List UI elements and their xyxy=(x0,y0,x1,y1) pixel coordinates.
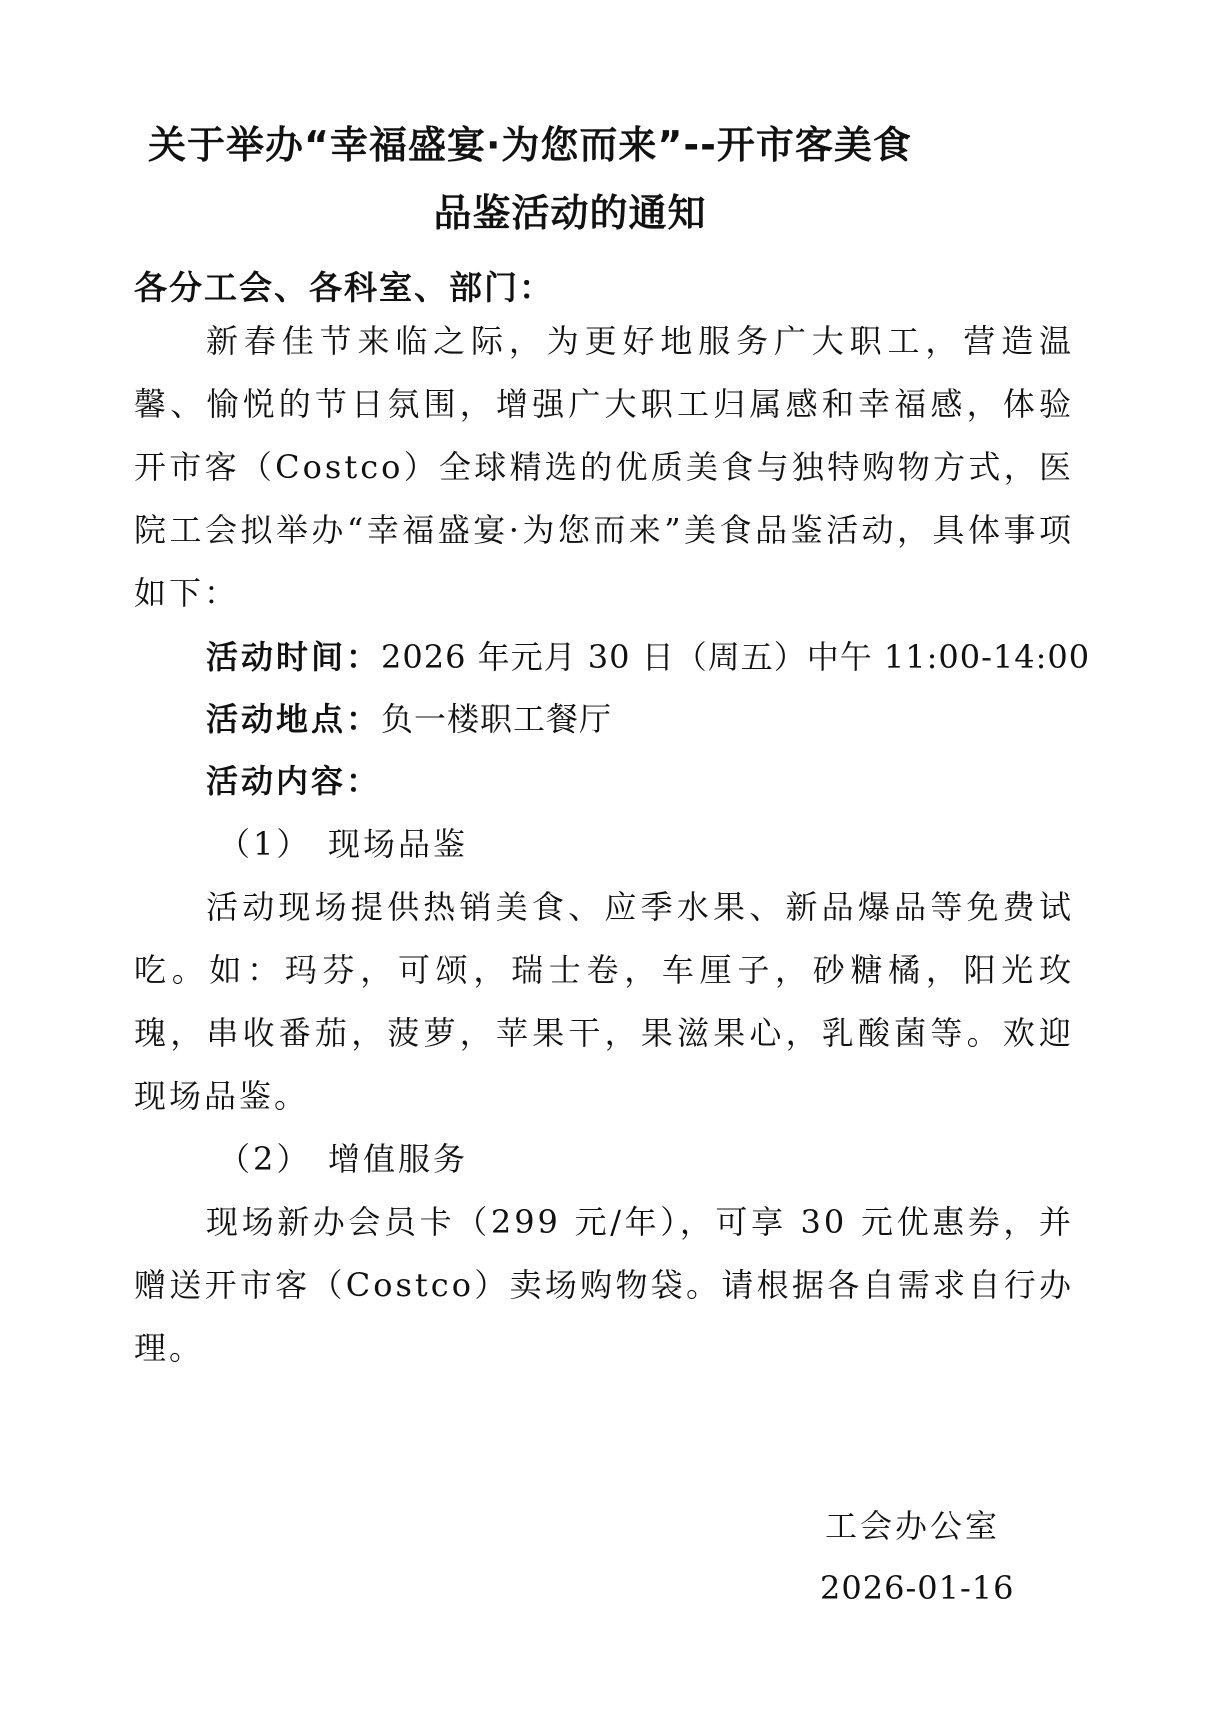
event-time-value: 2026 年元月 30 日（周五）中午 11:00-14:00 xyxy=(381,638,1091,676)
event-place-label: 活动地点： xyxy=(206,700,382,738)
title-line-2: 品鉴活动的通知 xyxy=(433,191,707,235)
section-1-body: 活动现场提供热销美食、应季水果、新品爆品等免费试吃。如：玛芬，可颂，瑞士卷，车厘子，砂糖橘，阳光玫瑰，串收番茄，菠萝，苹果干，果滋果心，乳酸菌等。欢迎现场品鉴。 xyxy=(134,888,1074,1115)
salutation: 各分工会、各科室、部门： xyxy=(134,268,554,307)
event-content-label: 活动内容： xyxy=(206,762,382,800)
section-1-title: 现场品鉴 xyxy=(328,825,469,863)
signature-date: 2026-01-16 xyxy=(820,1569,1015,1607)
event-place-value: 负一楼职工餐厅 xyxy=(381,700,613,738)
section-2-body: 现场新办会员卡（299 元/年），可享 30 元优惠券，并赠送开市客（Costco）卖场购物袋。请根据各自需求自行办理。 xyxy=(134,1203,1074,1367)
event-content xyxy=(206,762,382,800)
section-2-title: 增值服务 xyxy=(328,1140,469,1178)
event-time-label: 活动时间： xyxy=(206,638,382,676)
section-1-number: （1） xyxy=(218,825,312,863)
event-place xyxy=(206,700,613,738)
section-2-heading xyxy=(218,1140,469,1178)
event-time xyxy=(206,638,1091,676)
intro-paragraph: 新春佳节来临之际，为更好地服务广大职工，营造温馨、愉悦的节日氛围，增强广大职工归属感和幸福感，体验开市客（Costco）全球精选的优质美食与独特购物方式，医院工会拟举办“幸福盛宴·为您而来”美食品鉴活动，具体事项如下： xyxy=(134,322,1074,612)
signature-org: 工会办公室 xyxy=(825,1507,1001,1545)
title-line-1: 关于举办“幸福盛宴·为您而来”--开市客美食 xyxy=(148,123,912,167)
section-1-heading xyxy=(218,825,469,863)
section-2-number: （2） xyxy=(218,1140,312,1178)
